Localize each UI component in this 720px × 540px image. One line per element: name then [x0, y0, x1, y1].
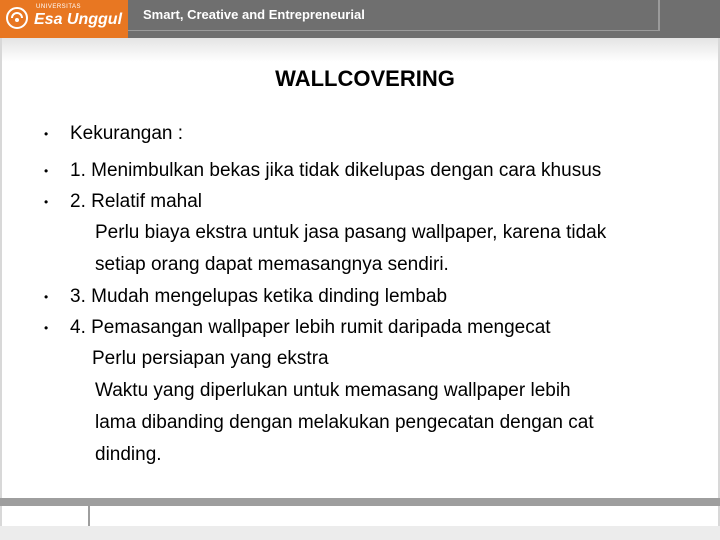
bullet-marker: • — [44, 321, 49, 335]
bullet-marker: • — [44, 127, 49, 141]
body-line: Waktu yang diperlukan untuk memasang wallpaper lebih — [95, 380, 571, 401]
header-bar — [0, 0, 720, 38]
bullet-marker: • — [44, 195, 49, 209]
logo — [0, 0, 128, 38]
body-line: Kekurangan : — [70, 123, 184, 144]
university-emblem-icon — [6, 7, 28, 29]
footer-bar — [0, 498, 720, 506]
tagline: Smart, Creative and Entrepreneurial — [143, 7, 365, 22]
logo-name: Esa Unggul — [34, 11, 123, 28]
body-line: 1. Menimbulkan bekas jika tidak dikelupas dengan cara khusus — [70, 160, 602, 181]
body-line: Perlu biaya ekstra untuk jasa pasang wallpaper, karena tidak — [95, 222, 607, 243]
footer-frame — [88, 506, 720, 526]
body-line: Perlu persiapan yang ekstra — [92, 348, 329, 369]
body-line: dinding. — [95, 444, 162, 465]
footer-bottom — [0, 526, 720, 540]
logo-small-text: UNIVERSITAS — [36, 4, 82, 10]
bullet-marker: • — [44, 290, 49, 304]
body-line: lama dibanding dengan melakukan pengecatan dengan cat — [95, 412, 594, 433]
slide-title: WALLCOVERING — [275, 66, 455, 91]
header-shadow — [2, 38, 718, 62]
header-divider — [128, 30, 658, 31]
body-line: 4. Pemasangan wallpaper lebih rumit daripada mengecat — [70, 317, 551, 338]
bullet-marker: • — [44, 164, 49, 178]
body-line: 3. Mudah mengelupas ketika dinding lembab — [70, 286, 448, 307]
body-line: setiap orang dapat memasangnya sendiri. — [95, 254, 449, 275]
body-line: 2. Relatif mahal — [70, 191, 203, 212]
left-border — [0, 38, 2, 540]
header-vertical-divider — [658, 0, 660, 31]
